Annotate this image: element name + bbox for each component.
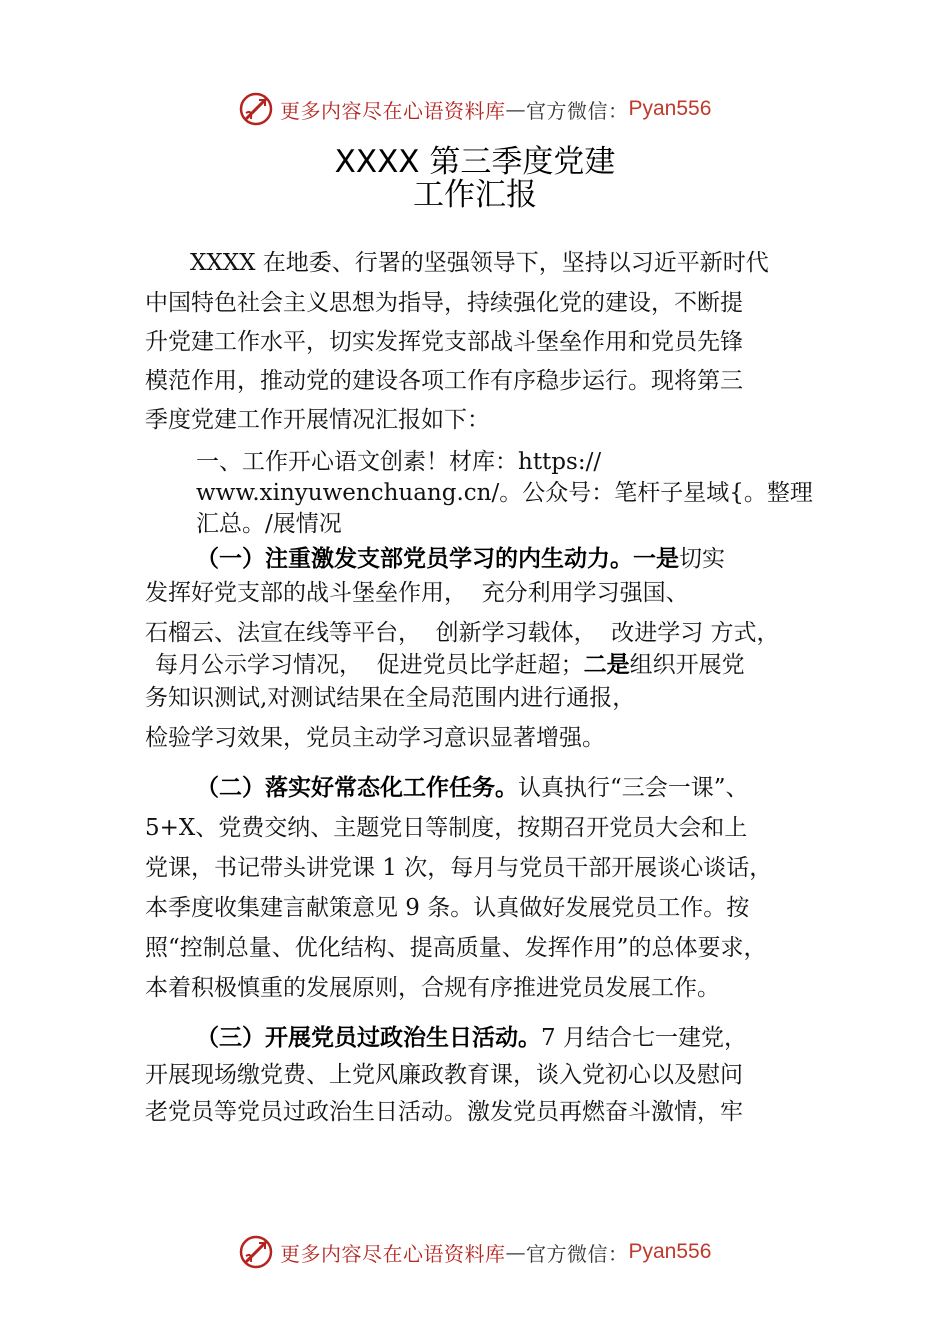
item2-text: 认真执行“三会一课”、 xyxy=(518,775,749,801)
pen-logo-icon xyxy=(238,91,274,127)
intro-line: 模范作用，推动党的建设各项工作有序稳步运行。现将第三 xyxy=(145,368,743,394)
item3-text: 7 月结合七一建党， xyxy=(541,1025,747,1051)
item1-marker-second: 二是 xyxy=(583,652,630,678)
section-heading-line: www.xinyuwenchuang.cn/。公众号：笔杆子星域{。整理 xyxy=(196,480,813,506)
item2-first-line xyxy=(196,773,749,803)
item1-line: 发挥好党支部的战斗堡垒作用， 充分利用学习强国、 xyxy=(145,580,689,606)
watermark-banner-bottom xyxy=(238,1232,711,1272)
item1-text: 切实 xyxy=(679,546,725,572)
item2-line: 本着积极慎重的发展原则，合规有序推进党员发展工作。 xyxy=(145,975,720,1001)
item2-line: 5+X、党费交纳、主题党日等制度，按期召开党员大会和上 xyxy=(145,815,748,841)
section-heading-line: 汇总。/展情况 xyxy=(196,511,342,537)
item1-line: 务知识测试,对测试结果在全局范围内进行通报， xyxy=(145,685,636,711)
item1-heading: （一）注重激发支部党员学习的内生动力。 xyxy=(196,546,633,572)
watermark-wechat-label: 官方微信： xyxy=(526,1241,629,1266)
intro-line: 升党建工作水平，切实发挥党支部战斗堡垒作用和党员先锋 xyxy=(145,329,743,355)
item2-line: 照“控制总量、优化结构、提高质量、发挥作用”的总体要求， xyxy=(145,935,767,961)
watermark-dash: — xyxy=(505,1240,526,1264)
watermark-banner-top xyxy=(238,89,711,129)
item1-marker-first: 一是 xyxy=(633,546,679,572)
item3-line: 开展现场缴党费、上党风廉政教育课，谈入党初心以及慰问 xyxy=(145,1062,743,1088)
intro-line: XXXX 在地委、行署的坚强领导下，坚持以习近平新时代 xyxy=(190,250,769,276)
item1-text: 组织开展党 xyxy=(629,652,745,678)
item2-heading: （二）落实好常态化工作任务。 xyxy=(196,775,518,801)
watermark-text: 更多内容尽在心语资料库 xyxy=(280,1241,506,1266)
item1-first-line xyxy=(196,544,725,574)
item3-heading: （三）开展党员过政治生日活动。 xyxy=(196,1025,541,1051)
item3-first-line xyxy=(196,1023,747,1053)
document-title-line-1: XXXX 第三季度党建 xyxy=(334,144,616,180)
watermark-wechat-id: Pyan556 xyxy=(628,1240,712,1263)
watermark-wechat-id: Pyan556 xyxy=(628,97,712,120)
intro-line: 中国特色社会主义思想为指导，持续强化党的建设，不断提 xyxy=(145,290,743,316)
intro-line: 季度党建工作开展情况汇报如下： xyxy=(145,407,490,433)
item1-line-with-marker xyxy=(155,650,745,680)
item3-line: 老党员等党员过政治生日活动。激发党员再燃奋斗激情，牢 xyxy=(145,1099,743,1125)
watermark-dash: — xyxy=(505,97,526,121)
item1-line: 检验学习效果，党员主动学习意识显著增强。 xyxy=(145,725,605,751)
section-heading-line: 一、工作开心语文创素！材库：https:// xyxy=(196,449,602,475)
item2-line: 党课，书记带头讲党课 1 次，每月与党员干部开展谈心谈话， xyxy=(145,855,773,881)
watermark-text: 更多内容尽在心语资料库 xyxy=(280,98,506,123)
watermark-wechat-label: 官方微信： xyxy=(526,98,629,123)
document-title-line-2: 工作汇报 xyxy=(413,177,537,213)
item1-text: 每月公示学习情况， 促进党员比学赶超； xyxy=(155,652,584,678)
pen-logo-icon xyxy=(238,1234,274,1270)
item2-line: 本季度收集建言献策意见 9 条。认真做好发展党员工作。按 xyxy=(145,895,750,921)
item1-line: 石榴云、法宣在线等平台， 创新学习载体， 改进学习 方式， xyxy=(145,620,780,646)
